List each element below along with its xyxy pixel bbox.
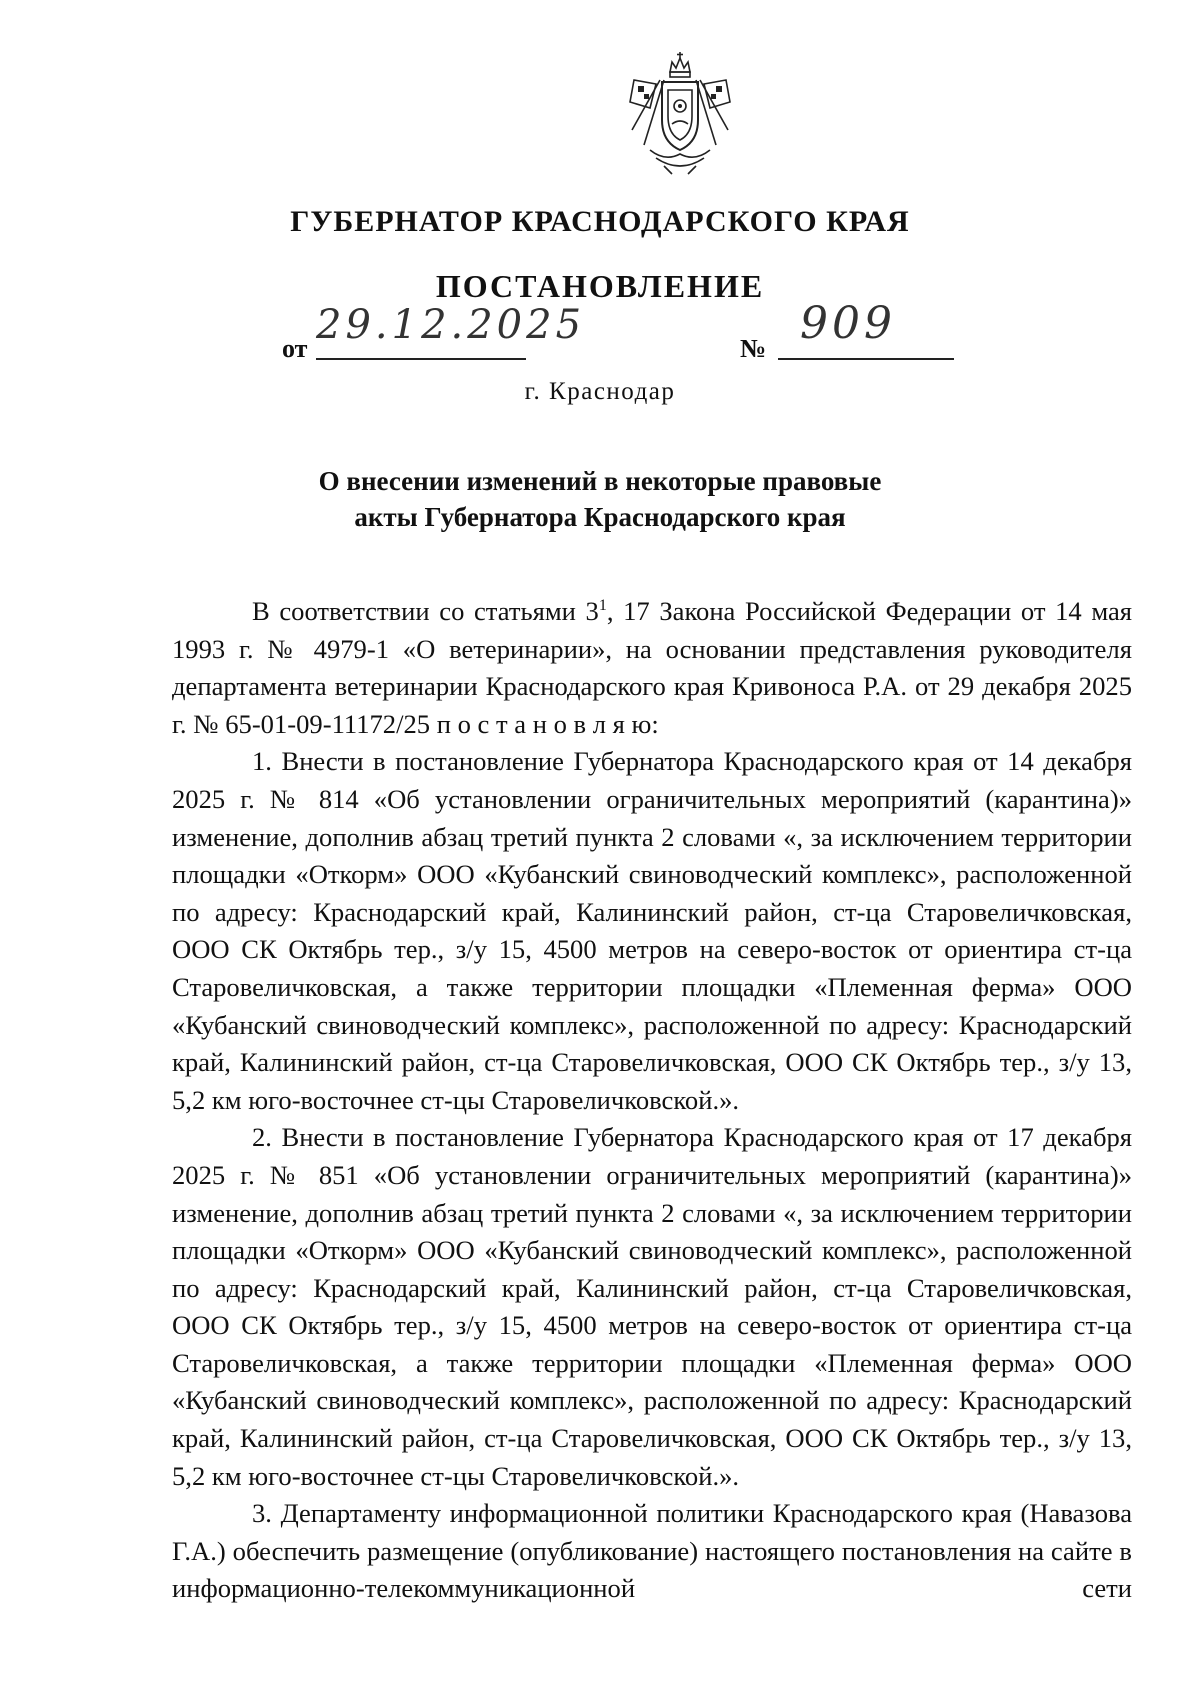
subject-line-2: акты Губернатора Краснодарского края <box>354 502 846 532</box>
item-3-paragraph: 3. Департаменту информационной политики Краснодарского края (Навазова Г.А.) обеспечить размещение (опубликование) настоящего постановления на сайте в информационно-телекоммуникационной сети <box>172 1498 1132 1604</box>
item-2-paragraph: 2. Внести в постановление Губернатора Краснодарского края от 17 декабря 2025 г. № 851 «Об установлении ограничительных мероприятий (карантина)» изменение, дополнив абзац третий пункта 2 словами «, за исключением территории площадки «Откорм» ООО «Кубанский свиноводческий комплекс», расположенной по адресу: Краснодарский край, Калининский район, ст-ца Старовеличковская, ООО СК Октябрь тер., з/у 15, 4500 метров на северо-восток от ориентира ст-ца Старовеличковская, а также территории площадки «Племенная ферма» ООО «Кубанский свиноводческий комплекс», расположенной по адресу: Краснодарский край, Калининский район, ст-ца Старовеличковская, ООО СК Октябрь тер., з/у 13, 5,2 км юго-восточнее ст-цы Старовеличковской.». <box>172 1122 1132 1491</box>
coat-of-arms-emblem <box>620 50 740 180</box>
item-1-paragraph: 1. Внести в постановление Губернатора Краснодарского края от 14 декабря 2025 г. № 814 «Об установлении ограничительных мероприятий (карантина)» изменение, дополнив абзац третий пункта 2 словами «, за исключением территории площадки «Откорм» ООО «Кубанский свиноводческий комплекс», расположенной по адресу: Краснодарский край, Калининский район, ст-ца Старовеличковская, ООО СК Октябрь тер., з/у 15, 4500 метров на северо-восток от ориентира ст-ца Старовеличковская, а также территории площадки «Племенная ферма» ООО «Кубанский свиноводческий комплекс», расположенной по адресу: Краснодарский край, Калининский район, ст-ца Старовеличковская, ООО СК Октябрь тер., з/у 13, 5,2 км юго-восточнее ст-цы Старовеличковской.». <box>172 746 1132 1115</box>
number-label: № <box>740 334 767 363</box>
document-type-heading: ПОСТАНОВЛЕНИЕ <box>435 268 765 304</box>
handwritten-number: 909 <box>800 298 896 349</box>
document-body <box>172 593 1132 1608</box>
city-of-issue: г. Краснодар <box>524 378 676 405</box>
issuing-authority-heading: ГУБЕРНАТОР КРАСНОДАРСКОГО КРАЯ <box>290 205 910 238</box>
date-underline <box>316 358 526 360</box>
date-number-row <box>282 298 1040 368</box>
number-underline <box>778 358 954 360</box>
document-subject-title <box>0 463 1200 535</box>
preamble-text-start: В соответствии со статьями 3 <box>252 596 599 626</box>
preamble-paragraph <box>172 593 1132 743</box>
article-superscript: 1 <box>598 597 607 614</box>
subject-line-1: О внесении изменений в некоторые правовые <box>318 466 882 496</box>
preamble-text-end: , 17 Закона Российской Федерации от 14 мая 1993 г. № 4979-1 «О ветеринарии», на основании представления руководителя департамента ветеринарии Краснодарского края Кривоноса Р.А. от 29 декабря 2025 г. № 65-01-09-11172/25 п о с т а н о в л я ю: <box>172 596 1132 739</box>
handwritten-date: 29.12.2025 <box>316 302 586 348</box>
date-label: от <box>282 334 308 363</box>
